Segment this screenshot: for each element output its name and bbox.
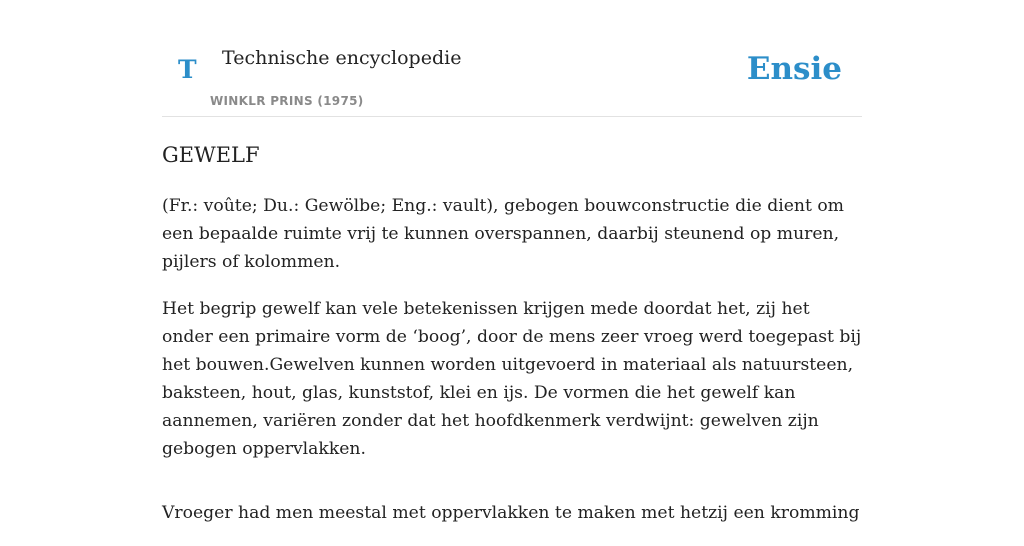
ensie-logo-link[interactable]: Ensie [746, 51, 842, 87]
article-paragraph: (Fr.: voûte; Du.: Gewölbe; Eng.: vault), gebogen bouwconstructie die dient om een bepaalde ruimte vrij te kunnen overspannen, daarbij steunend op muren, pijlers of kolommen. [162, 196, 844, 272]
source-header [162, 0, 862, 117]
source-title-link[interactable]: Technische encyclopedie [222, 47, 462, 69]
article-body [162, 192, 864, 546]
article-paragraph: Het begrip gewelf kan vele betekenissen krijgen mede doordat het, zij het onder een primaire vorm de ‘boog’, door de mens zeer vroeg werd toegepast bij het bouwen.Gewelven kunnen worden uitgevoerd in materiaal als natuursteen, baksteen, hout, glas, kunststof, klei en ijs. De vormen die het gewelf kan aannemen, variëren zonder dat het hoofdkenmerk verdwijnt: gewelven zijn gebogen oppervlakken. [162, 299, 862, 459]
source-subtitle: WINKLR PRINS (1975) [210, 94, 364, 108]
article-paragraph: Vroeger had men meestal met oppervlakken te maken met hetzij een kromming [162, 503, 860, 523]
source-logo[interactable]: T [178, 55, 197, 84]
article-title: GEWELF [162, 143, 260, 167]
